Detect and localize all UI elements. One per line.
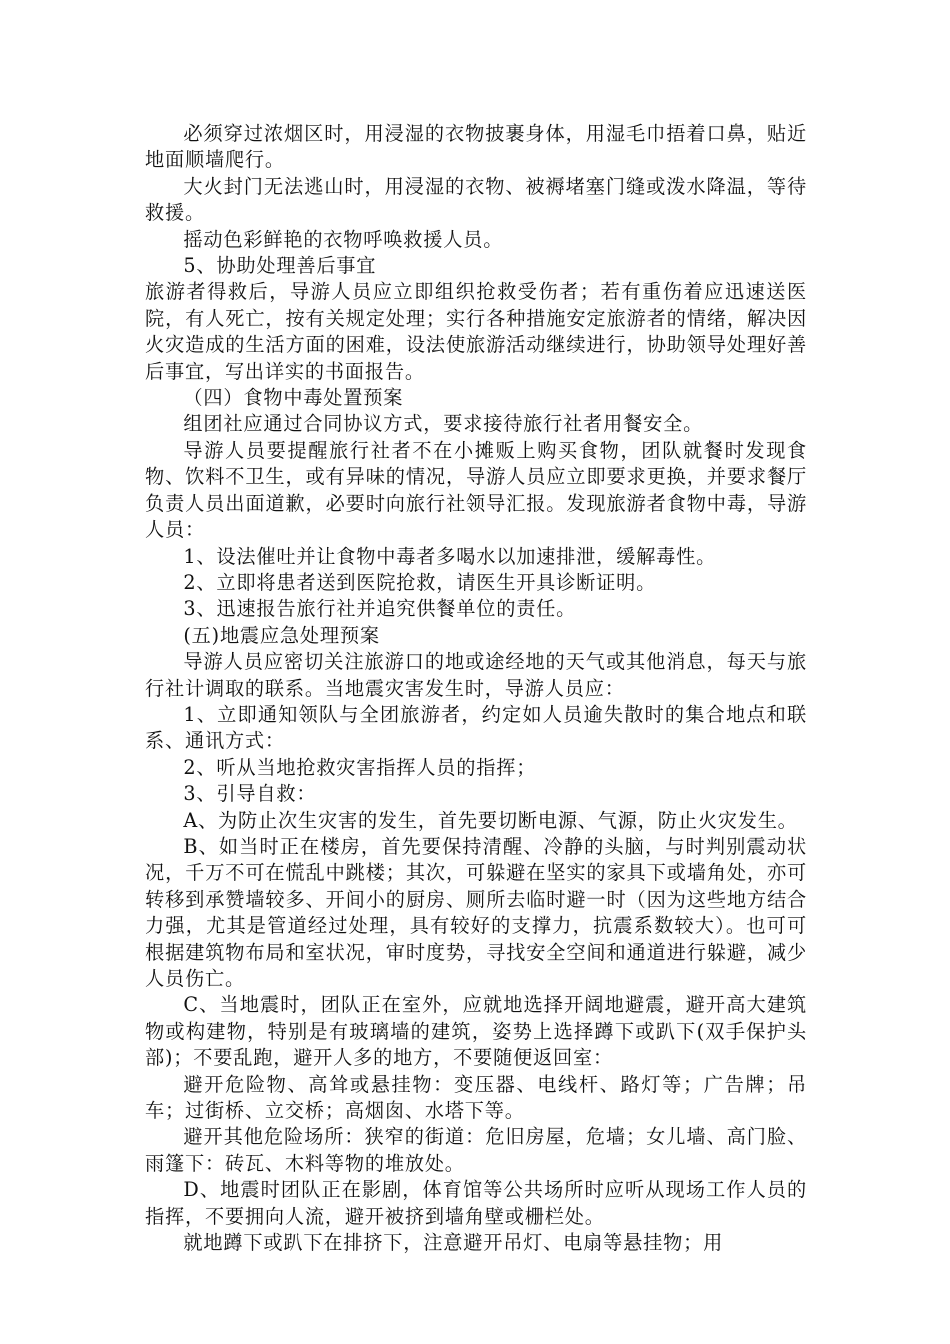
paragraph: 2、立即将患者送到医院抢救，请医生开具诊断证明。 — [183, 570, 657, 594]
paragraph: 就地蹲下或趴下在排挤下，注意避开吊灯、电扇等悬挂物；用 — [183, 1231, 724, 1255]
paragraph: 摇动色彩鲜艳的衣物呼唤救援人员。 — [183, 227, 504, 251]
paragraph: 1、立即通知领队与全团旅游者，约定如人员逾失散时的集合地点和联系、通讯方式： — [145, 702, 807, 753]
paragraph: 导游人员应密切关注旅游口的地或途经地的天气或其他消息，每天与旅行社计调取的联系。当地震灾害发生时，导游人员应： — [145, 650, 807, 700]
paragraph: A、为防止次生灾害的发生，首先要切断电源、气源，防止火灾发生。 — [183, 808, 798, 832]
paragraph: 导游人员要提醒旅行社者不在小摊贩上购买食物，团队就餐时发现食物、饮料不卫生，或有异味的情况，导游人员应立即要求更换，并要求餐厅负责人员出面道歉，必要时向旅行社领导汇报。发现旅游者食物中毒，导游人员： — [145, 438, 807, 542]
paragraph: 大火封门无法逃山时，用浸湿的衣物、被褥堵塞门缝或泼水降温，等待救援。 — [145, 174, 807, 225]
document-page — [145, 121, 807, 1256]
paragraph: 1、设法催吐并让食物中毒者多喝水以加速排泄，缓解毒性。 — [183, 544, 717, 568]
paragraph: 3、引导自救： — [183, 782, 317, 806]
paragraph: B、如当时正在楼房，首先要保持清醒、冷静的头脑，与时判别震动状况，千万不可在慌乱中跳楼；其次，可躲避在坚实的家具下或墙角处，亦可转移到承赞墙较多、开间小的厨房、厕所去临时避一时（因为这些地方结合力强，尤其是管道经过处理，具有较好的支撑力，抗震系数较大）。也可可根据建筑物布局和室状况，审时度势，寻找安全空间和通道进行躲避，减少人员伤亡。 — [145, 834, 807, 990]
paragraph: 3、迅速报告旅行社并追究供餐单位的责任。 — [183, 597, 577, 621]
paragraph: D、地震时团队正在影剧，体育馆等公共场所时应听从现场工作人员的指挥，不要拥向人流，避开被挤到墙角壁或栅栏处。 — [145, 1178, 807, 1228]
paragraph: 旅游者得救后，导游人员应立即组织抢救受伤者；若有重伤着应迅速送医院，有人死亡，按有关规定处理；实行各种措施安定旅游者的情绪，解决因火灾造成的生活方面的困难，设法使旅游活动继续进行，协助领导处理好善后事宜，写出详实的书面报告。 — [145, 280, 807, 383]
paragraph: 组团社应通过合同协议方式，要求接待旅行社者用餐安全。 — [183, 412, 704, 436]
paragraph: 避开危险物、高耸或悬挂物：变压器、电线杆、路灯等；广告牌；吊车；过街桥、立交桥；高烟囱、水塔下等。 — [145, 1072, 807, 1123]
paragraph: C、当地震时，团队正在室外，应就地选择开阔地避震，避开高大建筑物或构建物，特别是有玻璃墙的建筑，姿势上选择蹲下或趴下(双手保护头部)；不要乱跑，避开人多的地方，不要随便返回室： — [145, 993, 807, 1070]
paragraph: 避开其他危险场所：狭窄的街道：危旧房屋，危墙；女儿墙、高门脸、雨篷下：砖瓦、木料等物的堆放处。 — [145, 1125, 807, 1175]
paragraph: 2、听从当地抢救灾害指挥人员的指挥； — [183, 755, 537, 779]
paragraph: （四）食物中毒处置预案 — [183, 386, 404, 410]
paragraph: 必须穿过浓烟区时，用浸湿的衣物披裹身体，用湿毛巾捂着口鼻，贴近地面顺墙爬行。 — [145, 122, 807, 172]
paragraph: (五)地震应急处理预案 — [183, 623, 380, 647]
paragraph: 5、协助处理善后事宜 — [183, 254, 377, 278]
